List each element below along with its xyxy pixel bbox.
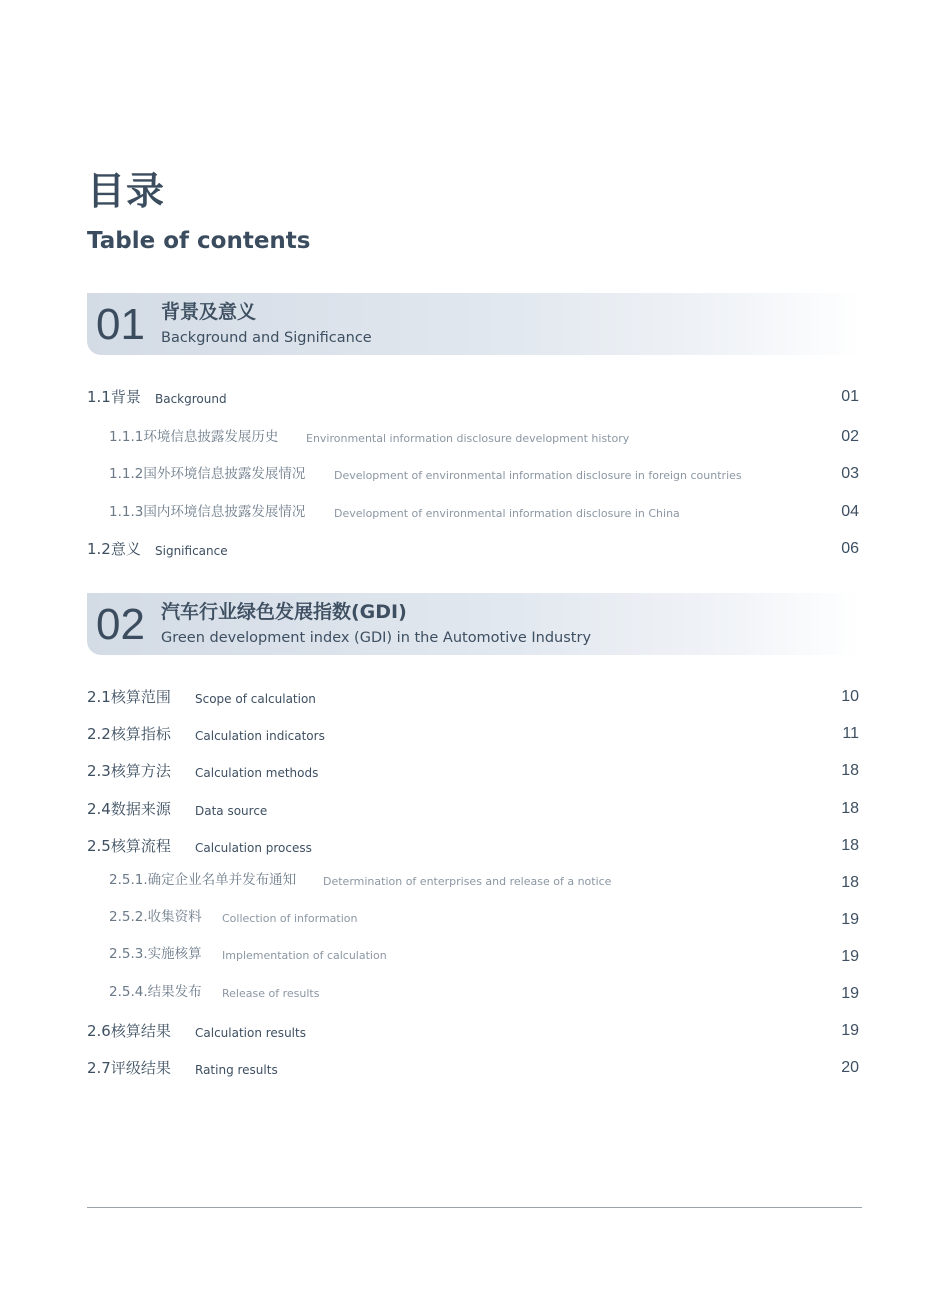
section-01-banner bbox=[87, 293, 862, 355]
entry-title-en: Calculation indicators bbox=[195, 729, 325, 743]
entry-page-number: 03 bbox=[841, 465, 859, 482]
section-number: 02 bbox=[96, 600, 145, 649]
entry-page-number: 19 bbox=[841, 911, 859, 928]
entry-title-en: Data source bbox=[195, 804, 268, 818]
footer-divider bbox=[87, 1207, 862, 1208]
entry-page-number: 18 bbox=[841, 762, 859, 779]
entry-title-cn: 2.5.1.确定企业名单并发布通知 bbox=[109, 872, 297, 888]
entry-page-number: 19 bbox=[841, 985, 859, 1002]
entry-title-cn: 2.5.2.收集资料 bbox=[109, 909, 202, 925]
toc-entry-2-5-1[interactable] bbox=[0, 868, 950, 892]
section-title-en: Green development index (GDI) in the Automotive Industry bbox=[161, 630, 592, 646]
toc-entry-1-1-2[interactable] bbox=[0, 462, 950, 486]
section-title-cn: 背景及意义 bbox=[161, 301, 257, 323]
entry-title-en: Calculation methods bbox=[195, 766, 319, 780]
entry-title-en: Calculation results bbox=[195, 1026, 306, 1040]
entry-title-en: Implementation of calculation bbox=[222, 949, 387, 962]
section-number: 01 bbox=[96, 300, 145, 349]
entry-title-en: Significance bbox=[155, 544, 228, 558]
entry-page-number: 18 bbox=[841, 800, 859, 817]
entry-title-cn: 2.1核算范围 bbox=[87, 688, 171, 706]
entry-title-cn: 2.6核算结果 bbox=[87, 1022, 171, 1040]
entry-page-number: 18 bbox=[841, 874, 859, 891]
toc-entry-2-1[interactable] bbox=[0, 685, 950, 709]
entry-title-cn: 2.5.3.实施核算 bbox=[109, 946, 202, 962]
entry-title-en: Calculation process bbox=[195, 841, 312, 855]
entry-page-number: 19 bbox=[841, 1022, 859, 1039]
toc-entry-1-1-1[interactable] bbox=[0, 425, 950, 449]
entry-title-cn: 2.5.4.结果发布 bbox=[109, 984, 202, 1000]
entry-title-cn: 2.3核算方法 bbox=[87, 762, 171, 780]
entry-page-number: 10 bbox=[841, 688, 859, 705]
entry-page-number: 06 bbox=[841, 540, 859, 557]
section-title-en: Background and Significance bbox=[161, 330, 372, 346]
toc-entry-2-6[interactable] bbox=[0, 1019, 950, 1043]
entry-page-number: 20 bbox=[841, 1059, 859, 1076]
entry-title-en: Background bbox=[155, 392, 227, 406]
toc-entry-1-1-3[interactable] bbox=[0, 500, 950, 524]
entry-title-en: Development of environmental information disclosure in China bbox=[334, 507, 680, 520]
entry-title-en: Scope of calculation bbox=[195, 692, 316, 706]
toc-entry-2-7[interactable] bbox=[0, 1056, 950, 1080]
toc-entry-2-5-4[interactable] bbox=[0, 980, 950, 1004]
toc-entry-2-5-3[interactable] bbox=[0, 942, 950, 966]
entry-title-cn: 2.7评级结果 bbox=[87, 1059, 171, 1077]
entry-title-cn: 2.4数据来源 bbox=[87, 800, 171, 818]
toc-entry-2-3[interactable] bbox=[0, 759, 950, 783]
entry-title-cn: 2.5核算流程 bbox=[87, 837, 171, 855]
entry-title-cn: 2.2核算指标 bbox=[87, 725, 171, 743]
toc-title-en: Table of contents bbox=[87, 228, 311, 254]
toc-title-cn: 目录 bbox=[87, 169, 166, 213]
entry-title-en: Release of results bbox=[222, 987, 320, 1000]
entry-title-en: Determination of enterprises and release of a notice bbox=[323, 875, 612, 888]
entry-title-cn: 1.1.3国内环境信息披露发展情况 bbox=[109, 504, 306, 520]
section-02-banner bbox=[87, 593, 862, 655]
toc-entry-1-1[interactable] bbox=[0, 385, 950, 409]
entry-title-cn: 1.1.1环境信息披露发展历史 bbox=[109, 429, 279, 445]
entry-title-cn: 1.2意义 bbox=[87, 540, 141, 558]
entry-page-number: 18 bbox=[841, 837, 859, 854]
entry-title-en: Development of environmental information disclosure in foreign countries bbox=[334, 469, 742, 482]
entry-page-number: 02 bbox=[841, 428, 859, 445]
entry-title-en: Rating results bbox=[195, 1063, 278, 1077]
entry-title-cn: 1.1背景 bbox=[87, 388, 141, 406]
entry-page-number: 04 bbox=[841, 503, 859, 520]
entry-title-en: Collection of information bbox=[222, 912, 358, 925]
entry-page-number: 01 bbox=[841, 388, 859, 405]
entry-title-en: Environmental information disclosure development history bbox=[306, 432, 630, 445]
section-title-cn: 汽车行业绿色发展指数(GDI) bbox=[161, 601, 407, 623]
entry-page-number: 11 bbox=[842, 725, 859, 742]
entry-page-number: 19 bbox=[841, 948, 859, 965]
toc-entry-2-2[interactable] bbox=[0, 722, 950, 746]
toc-entry-2-5-2[interactable] bbox=[0, 905, 950, 929]
toc-entry-1-2[interactable] bbox=[0, 537, 950, 561]
entry-title-cn: 1.1.2国外环境信息披露发展情况 bbox=[109, 466, 306, 482]
toc-entry-2-5[interactable] bbox=[0, 834, 950, 858]
toc-entry-2-4[interactable] bbox=[0, 797, 950, 821]
